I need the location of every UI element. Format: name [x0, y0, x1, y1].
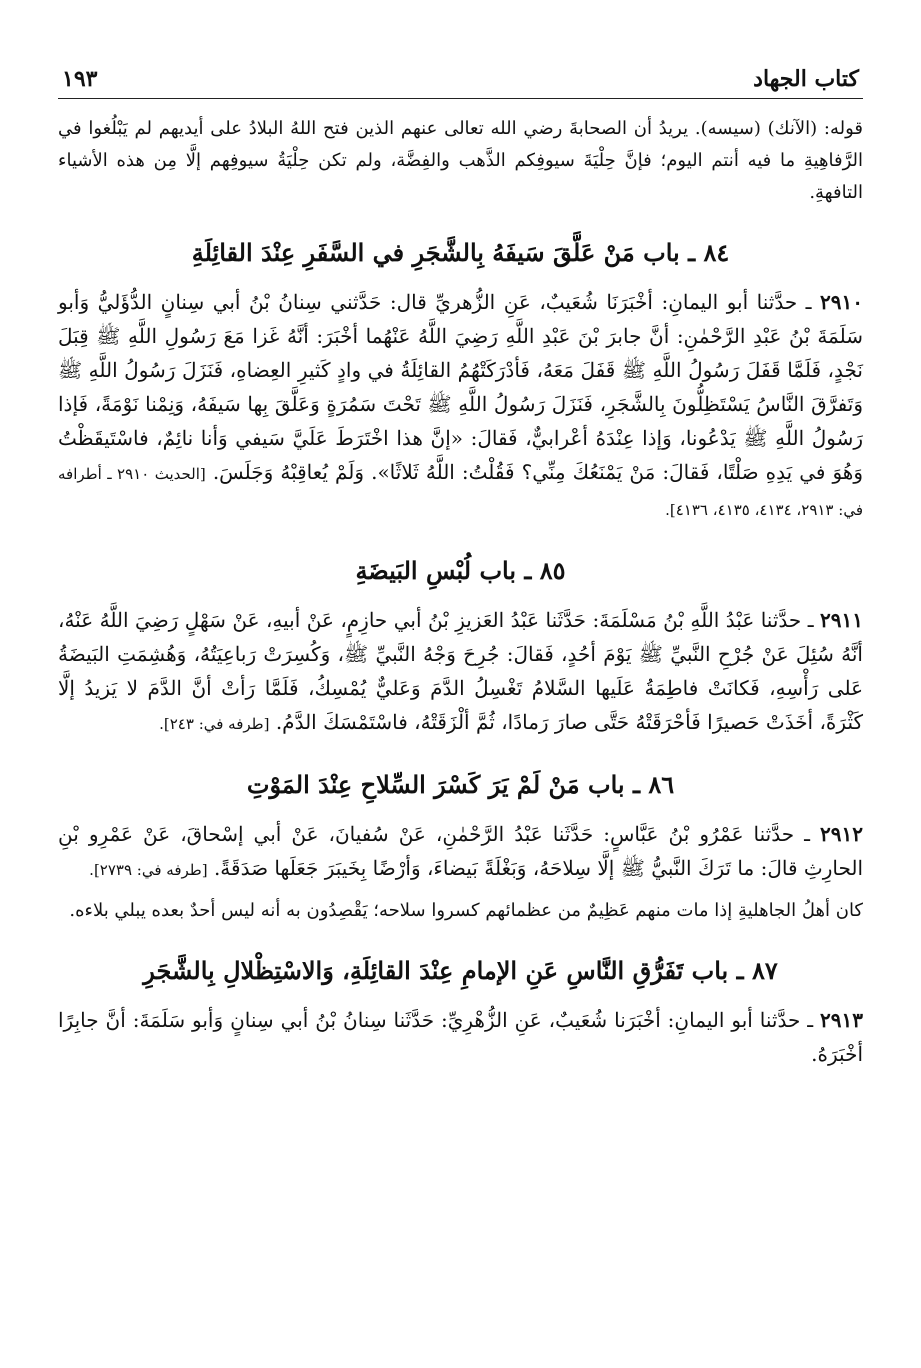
- hadith-text: ـ حدَّثنا عَمْرُو بْنُ عَبَّاسٍ: حَدَّثَنا عَبْدُ الرَّحْمٰنِ، عَنْ سُفيانَ، عَنْ أبي إسْحاقَ، عَنْ عَمْرِو بْنِ الحارِثِ قالَ: ما تَرَكَ النَّبيُّ ﷺ إلَّا سِلاحَهُ، وَبَغْلَةً بَيضاءَ، وَأرْضًا بِخَيبَرَ جَعَلَها صَدَقَةً.: [58, 822, 863, 880]
- chapter-heading-86: ٨٦ ـ باب مَنْ لَمْ يَرَ كَسْرَ السِّلاحِ عِنْدَ المَوْتِ: [246, 770, 675, 799]
- hadith-number: ٢٩١٠: [820, 290, 863, 314]
- hadith-number: ٢٩١٢: [820, 822, 863, 846]
- hadith-2911: [58, 603, 863, 741]
- running-header: [58, 52, 863, 99]
- hadith-reference: [الحديث ٢٩١٠ ـ أطرافه في: ٢٩١٣، ٤١٣٤، ٤١٣٥، ٤١٣٦].: [58, 465, 863, 519]
- page-number: ١٩٣: [62, 66, 98, 92]
- hadith-text: ـ حدَّثنا عَبْدُ اللَّهِ بْنُ مَسْلَمَةَ: حَدَّثَنا عَبْدُ العَزيزِ بْنُ أبي حازِمٍ، عَنْ أبيهِ، عَنْ سَهْلٍ رَضِيَ اللَّهُ عَنْهُ، أنَّهُ سُئِلَ عَنْ جُرْحِ النَّبيِّ ﷺ يَوْمَ أحُدٍ، فَقالَ: جُرِحَ وَجْهُ النَّبيِّ ﷺ، وَكُسِرَتْ رَباعِيَتُهُ، وَهُشِمَتِ البَيضَةُ عَلى رَأْسِهِ، فَكانَتْ فاطِمَةُ عَلَيها السَّلامُ تَغْسِلُ الدَّمَ وَعَليٌّ يُمْسِكُ، فَلَمَّا رَأتْ أنَّ الدَّمَ لا يَزيدُ إلَّا كَثْرَةً، أخَذَتْ حَصيرًا فَأحْرَقَتْهُ حَتَّى صارَ رَمادًا، ثُمَّ ألْزَقَتْهُ، فاسْتَمْسَكَ الدَّمُ.: [58, 608, 863, 734]
- hadith-reference: [طرفه في: ٢٧٣٩].: [89, 861, 208, 879]
- hadith-2913: [58, 1003, 863, 1071]
- chapter-heading-87: ٨٧ ـ باب تَفَرُّقِ النَّاسِ عَنِ الإمامِ عِنْدَ القائِلَةِ، وَالاسْتِظْلالِ بِالشَّجَرِ: [143, 956, 778, 985]
- hadith-number: ٢٩١٣: [820, 1008, 864, 1032]
- commentary-2912: كان أهلُ الجاهليةِ إذا مات منهم عَظِيمٌ من عظمائهم كسروا سلاحه؛ يَقْصِدُون به أنه ليس أحدٌ بعده يبلي بلاءه.: [69, 900, 863, 921]
- hadith-reference: [طرفه في: ٢٤٣].: [159, 715, 270, 733]
- hadith-number: ٢٩١١: [820, 608, 863, 632]
- page: [58, 52, 863, 1071]
- hadith-2910: [58, 285, 863, 527]
- hadith-text: ـ حدَّثنا أبو اليمانِ: أخْبَرَنَا شُعَيبٌ، عَنِ الزُّهريِّ قال: حَدَّثني سِنانُ بْنُ أبي سِنانٍ الدُّؤَليُّ وَأبو سَلَمَةَ بْنُ عَبْدِ الرَّحْمٰنِ: أنَّ جابرَ بْنَ عَبْدِ اللَّهِ رَضِيَ اللَّهُ عَنْهُما أخْبَرَ: أنَّهُ غَزا مَعَ رَسُولِ اللَّهِ ﷺ قِبَلَ نَجْدٍ، فَلَمَّا قَفَلَ رَسُولُ اللَّهِ ﷺ قَفَلَ مَعَهُ، فَأدْرَكَتْهُمُ القائِلَةُ في وادٍ كَثيرِ العِضاهِ، فَنَزَلَ رَسُولُ اللَّهِ ﷺ وَتَفرَّقَ النَّاسُ يَسْتَظِلُّونَ بِالشَّجَرِ، فَنَزَلَ رَسُولُ اللَّهِ ﷺ تَحْتَ سَمُرَةٍ وَعَلَّقَ بِها سَيفَهُ، وَنِمْنا نَوْمَةً، فَإذا رَسُولُ اللَّهِ ﷺ يَدْعُونا، وَإذا عِنْدَهُ أعْرابيٌّ، فَقالَ: «إنَّ هذا اخْتَرَطَ عَلَيَّ سَيفي وَأنا نائِمٌ، فاسْتَيقَظْتُ وَهُوَ في يَدِهِ صَلْتًا، فَقالَ: مَنْ يَمْنَعُكَ مِنِّي؟ فَقُلْتُ: اللَّهُ ثَلاثًا». وَلَمْ يُعاقِبْهُ وَجَلَسَ.: [58, 290, 863, 484]
- chapter-heading-84: ٨٤ ـ باب مَنْ عَلَّقَ سَيفَهُ بِالشَّجَرِ في السَّفَرِ عِنْدَ القائِلَةِ: [191, 238, 730, 267]
- hadith-text: ـ حدَّثنا أبو اليمانِ: أخْبَرَنا شُعَيبٌ، عَنِ الزُّهْرِيِّ: حَدَّثَنا سِنانُ بْنُ أبي سِنانٍ وَأبو سَلَمَةَ: أنَّ جابِرًا أخْبَرَهُ.: [58, 1008, 863, 1066]
- book-title: كتاب الجهاد: [753, 66, 859, 92]
- chapter-heading-85: ٨٥ ـ باب لُبْسِ البَيضَةِ: [355, 556, 566, 585]
- hadith-2912: [58, 817, 863, 887]
- footnote-top: قوله: (الآنك) (سيسه). يريدُ أن الصحابةَ رضي الله تعالى عنهم الذين فتح اللهُ البلادُ على أيديهم لم يَبْلُغوا في الرَّفاهِيةِ ما فيه أنتم اليوم؛ فإنَّ حِلْيَةَ سيوفِكم الذَّهب والفِضَّة، ولم تكن حِلْيَةُ سيوفِهم إلَّا مِن هذه الأشياء التافهةِ.: [58, 118, 863, 203]
